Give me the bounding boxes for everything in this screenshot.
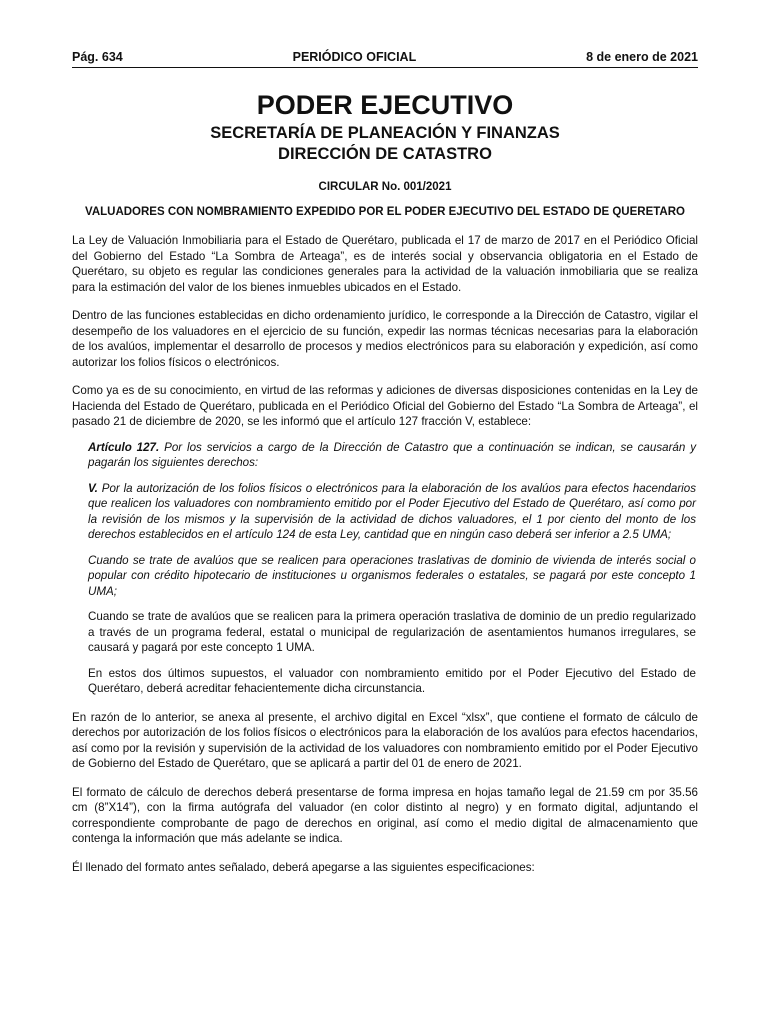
quoted-article: [88, 440, 696, 697]
paragraph-4: En razón de lo anterior, se anexa al presente, el archivo digital en Excel “xlsx”, que contiene el formato de cálculo de derechos por autorización de los folios físicos o electrónicos para la elaboración de los avalúos para efectos hacendarios, así como por la revisión y supervisión de la actividad de los valuadores con nombramiento emitido por el Poder Ejecutivo de Gobierno del Estado de Querétaro, que se aplicará a partir del 01 de enero de 2021.: [72, 710, 698, 770]
article-127-intro: [88, 440, 696, 471]
paragraph-6: Él llenado del formato antes señalado, deberá apegarse a las siguientes especificaciones:: [72, 860, 535, 874]
circular-subject: VALUADORES CON NOMBRAMIENTO EXPEDIDO POR EL PODER EJECUTIVO DEL ESTADO DE QUERETARO: [85, 206, 685, 218]
paragraph-1: La Ley de Valuación Inmobiliaria para el Estado de Querétaro, publicada el 17 de marzo de 2017 en el Periódico Oficial del Gobierno del Estado “La Sombra de Arteaga”, es de interés social y observancia obligatoria en el Estado de Querétaro, su objeto es regular las condiciones generales para la actividad de la valuación inmobiliaria que se realiza para la estimación del valor de los bienes inmuebles ubicados en el Estado.: [72, 234, 698, 294]
document-title: PODER EJECUTIVO: [256, 90, 514, 120]
paragraph-2: Dentro de las funciones establecidas en dicho ordenamiento jurídico, le corresponde a la Dirección de Catastro, vigilar el desempeño de los valuadores en el ejercicio de su función, expedir las normas técnicas necesarias para la elaboración de los avalúos, implementar el desarrollo de procesos y medios electrónicos para su elaboración y expedición, así como autorizar los folios físicos o electrónicos.: [72, 309, 698, 369]
article-127-text: Por los servicios a cargo de la Dirección de Catastro que a continuación se indican, se causarán y pagarán los siguientes derechos:: [88, 440, 696, 469]
paragraph-5: El formato de cálculo de derechos deberá presentarse de forma impresa en hojas tamaño legal de 21.59 cm por 35.56 cm (8”X14”), con la firma autógrafa del valuador (en color distinto al negro) y en formato digital, adjuntando el correspondiente comprobante de pago de derechos en original, así como el medio digital de almacenamiento que contenga la información que más adelante se indica.: [72, 785, 698, 845]
page-header: [72, 44, 698, 68]
fraction-v: [88, 481, 696, 543]
fraction-v-label: V.: [88, 481, 98, 495]
directorate-title: DIRECCIÓN DE CATASTRO: [278, 145, 492, 163]
fraction-v-text: Por la autorización de los folios físicos o electrónicos para la elaboración de los avalúos para efectos hacendarios que realicen los valuadores con nombramiento emitido por el Poder Ejecutivo del Estado de Querétaro, así como por la revisión de los mismos y la supervisión de la actividad de dichos valuadores, el 1 por ciento del monto de los derechos establecidos en el artículo 124 de esta Ley, cantidad que en ningún caso deberá ser inferior a 2.5 UMA;: [88, 481, 696, 541]
page-number: Pág. 634: [72, 50, 123, 64]
quote-social-housing: Cuando se trate de avalúos que se realicen para operaciones traslativas de dominio de vivienda de interés social o popular con crédito hipotecario de instituciones u organismos federales o estatales, se pagará por este concepto 1 UMA;: [88, 553, 696, 598]
circular-number: CIRCULAR No. 001/2021: [318, 181, 452, 193]
publication-name: PERIÓDICO OFICIAL: [292, 50, 417, 64]
secretariat-title: SECRETARÍA DE PLANEACIÓN Y FINANZAS: [210, 124, 560, 142]
quote-last-cases: En estos dos últimos supuestos, el valuador con nombramiento emitido por el Poder Ejecutivo del Estado de Querétaro, deberá acreditar fehacientemente dicha circunstancia.: [88, 666, 696, 695]
quote-regularized-property: Cuando se trate de avalúos que se realicen para la primera operación traslativa de dominio de un predio regularizado a través de un programa federal, estatal o municipal de regularización de asentamientos humanos irregulares, se causará y pagará por este concepto 1 UMA.: [88, 610, 696, 654]
document-body: [72, 90, 698, 875]
paragraph-3: Como ya es de su conocimiento, en virtud de las reformas y adiciones de diversas disposiciones contenidas en la Ley de Hacienda del Estado de Querétaro, publicada en el Periódico Oficial del Gobierno del Estado “La Sombra de Arteaga”, el pasado 21 de diciembre de 2020, se les informó que el artículo 127 fracción V, establece:: [72, 384, 698, 428]
publication-date: 8 de enero de 2021: [586, 50, 698, 64]
article-127-label: Artículo 127.: [88, 440, 160, 454]
